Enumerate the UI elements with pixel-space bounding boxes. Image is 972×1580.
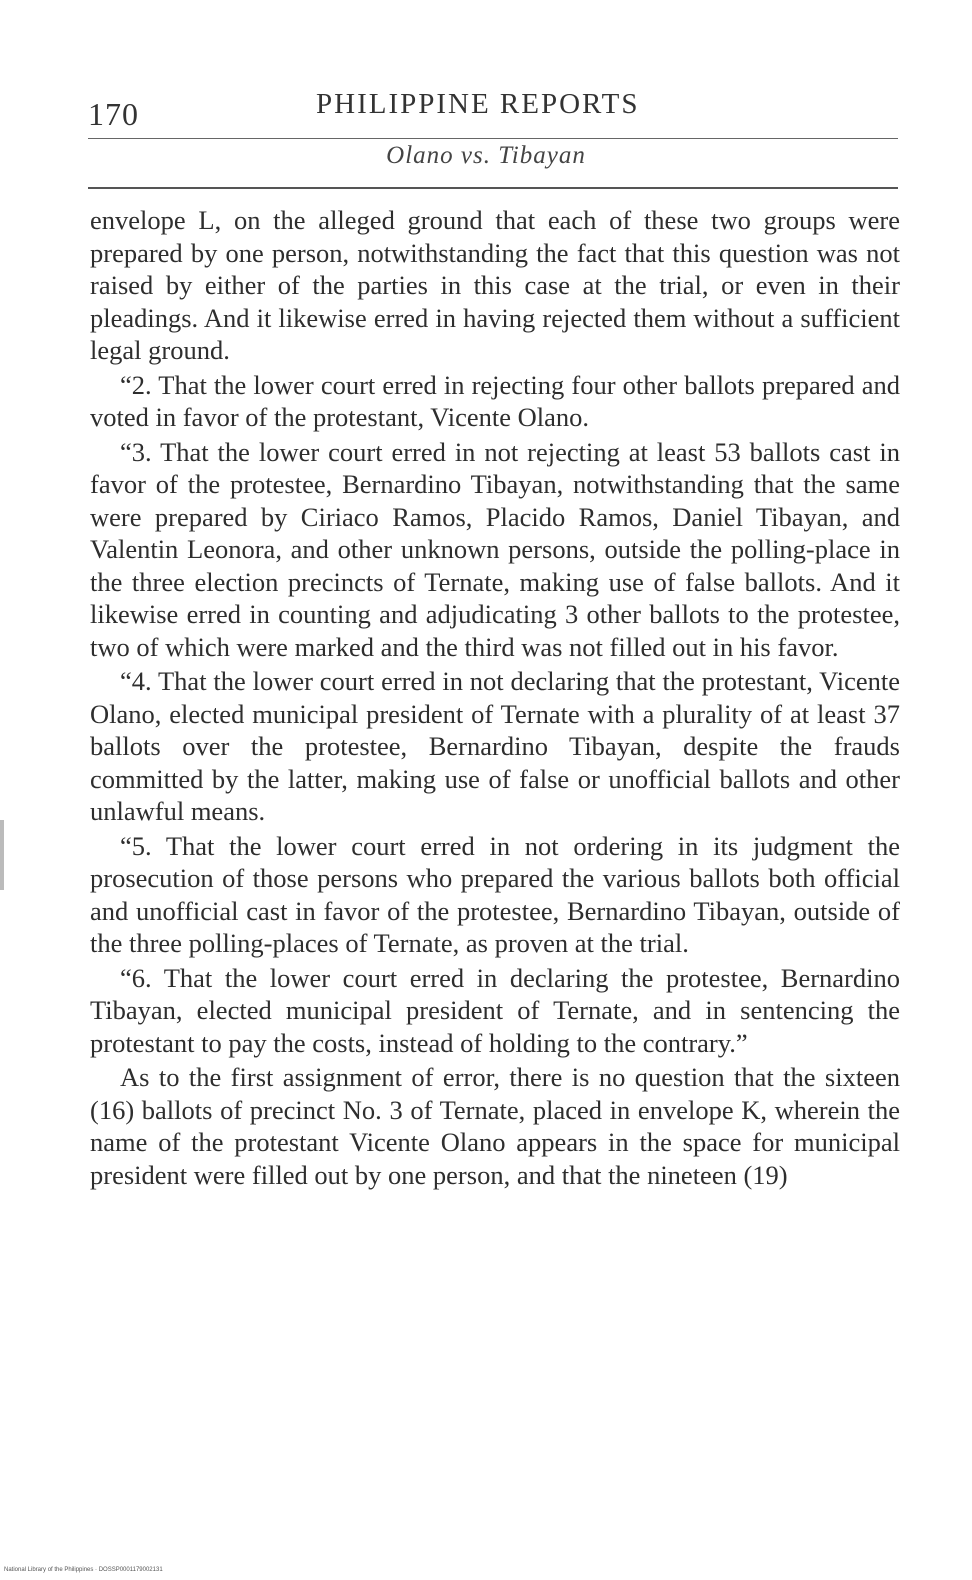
footer-credit: National Library of the Philippines · DOSSP0001179002131 xyxy=(4,1567,163,1573)
header-rule-bottom xyxy=(88,187,898,189)
paragraph-error-2: “2. That the lower court erred in rejecting four other ballots prepared and voted in favor of the protestant, Vicente Olano. xyxy=(90,369,900,432)
paragraph-first-assignment: As to the first assignment of error, there is no question that the sixteen (16) ballots of precinct No. 3 of Ternate, placed in envelope K, wherein the name of the protestant Vicente Olano appears in the space for municipal president were filled out by one person, and that the nineteen (19) xyxy=(90,1062,900,1190)
paragraph-error-4: “4. That the lower court erred in not declaring that the protestant, Vicente Olano, elected municipal president of Ternate with a plurality of at least 37 ballots over the protestee, Bernardino Tibayan, despite the frauds committed by the latter, making use of false or unofficial ballots and other unlawful means. xyxy=(90,666,900,826)
body-text xyxy=(90,204,900,1191)
paragraph-continuation: envelope L, on the alleged ground that each of these two groups were prepared by one person, notwithstanding the fact that this question was not raised by either of the parties in this case at the trial, or even in their pleadings. And it likewise erred in having rejected them without a sufficient legal ground. xyxy=(90,205,900,365)
case-title: Olano vs. Tibayan xyxy=(386,142,586,169)
paragraph-error-5: “5. That the lower court erred in not ordering in its judgment the prosecution of those persons who prepared the various ballots both official and unofficial cast in favor of the protestee, Bernardino Tibayan, outside of the three polling-places of Ternate, as proven at the trial. xyxy=(90,830,900,958)
running-head: PHILIPPINE REPORTS xyxy=(316,88,640,120)
paragraph-error-3: “3. That the lower court erred in not rejecting at least 53 ballots cast in favor of the protestee, Bernardino Tibayan, notwithstanding that the same were prepared by Ciriaco Ramos, Placido Ramos, Daniel Tibayan, and Valentin Leonora, and other unknown persons, outside the polling-place in the three election precincts of Ternate, making use of false ballots. And it likewise erred in counting and adjudicating 3 other ballots to the protestee, two of which were marked and the third was not filled out in his favor. xyxy=(90,436,900,662)
page-number: 170 xyxy=(88,96,139,132)
paragraph-error-6: “6. That the lower court erred in declaring the protestee, Bernardino Tibayan, elected municipal president of Ternate, and in sentencing the protestant to pay the costs, instead of holding to the contrary.” xyxy=(90,962,900,1058)
header-rule-top xyxy=(88,138,898,139)
scan-edge-mark xyxy=(0,820,4,890)
